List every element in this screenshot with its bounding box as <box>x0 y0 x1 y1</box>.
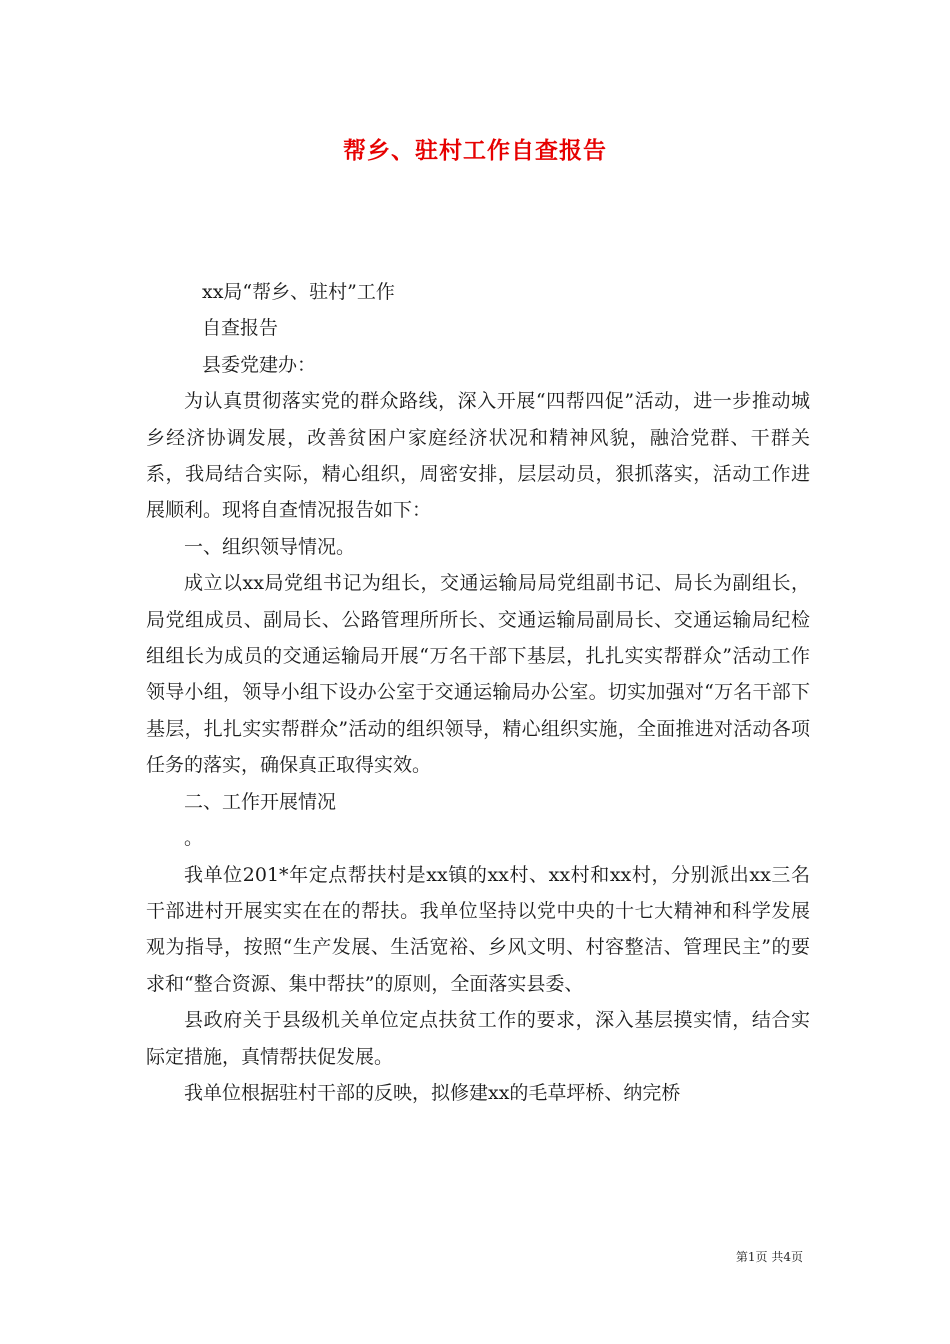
paragraph-heading-line-1: xx局“帮乡、驻村”工作 <box>202 281 395 303</box>
paragraph-work-3: 我单位根据驻村干部的反映，拟修建xx的毛草坪桥、纳完桥 <box>184 1081 681 1104</box>
section-heading-1: 一、组织领导情况。 <box>184 535 356 558</box>
section-heading-2: 二、工作开展情况 <box>184 790 337 813</box>
document-body <box>146 274 810 1111</box>
paragraph-heading-line-2: 自查报告 <box>202 317 279 340</box>
paragraph-intro: 为认真贯彻落实党的群众路线，深入开展“四帮四促”活动，进一步推动城乡经济协调发展，改善贫困户家庭经济状况和精神风貌，融洽党群、干群关系，我局结合实际，精心组织，周密安排，层层动员，狠抓落实，活动工作进展顺利。现将自查情况报告如下： <box>146 390 810 522</box>
paragraph-work-2: 县政府关于县级机关单位定点扶贫工作的要求，深入基层摸实情，结合实际定措施，真情帮扶促发展。 <box>146 1009 810 1068</box>
page-number-footer: 第1页 共4页 <box>735 1250 803 1264</box>
paragraph-work-1: 我单位201*年定点帮扶村是xx镇的xx村、xx村和xx村，分别派出xx三名干部进村开展实实在在的帮扶。我单位坚持以党中央的十七大精神和科学发展观为指导，按照“生产发展、生活宽裕、乡风文明、村容整洁、管理民主”的要求和“整合资源、集中帮扶”的原则，全面落实县委、 <box>146 863 810 995</box>
document-title: 帮乡、驻村工作自查报告 <box>343 137 607 164</box>
paragraph-punctuation: 。 <box>184 827 204 850</box>
paragraph-addressee: 县委党建办： <box>202 353 317 376</box>
paragraph-organization: 成立以xx局党组书记为组长，交通运输局局党组副书记、局长为副组长，局党组成员、副局长、公路管理所所长、交通运输局副局长、交通运输局纪检组组长为成员的交通运输局开展“万名干部下基层，扎扎实实帮群众”活动工作领导小组，领导小组下设办公室于交通运输局办公室。切实加强对“万名干部下基层，扎扎实实帮群众”活动的组织领导，精心组织实施，全面推进对活动各项任务的落实，确保真正取得实效。 <box>146 572 810 777</box>
